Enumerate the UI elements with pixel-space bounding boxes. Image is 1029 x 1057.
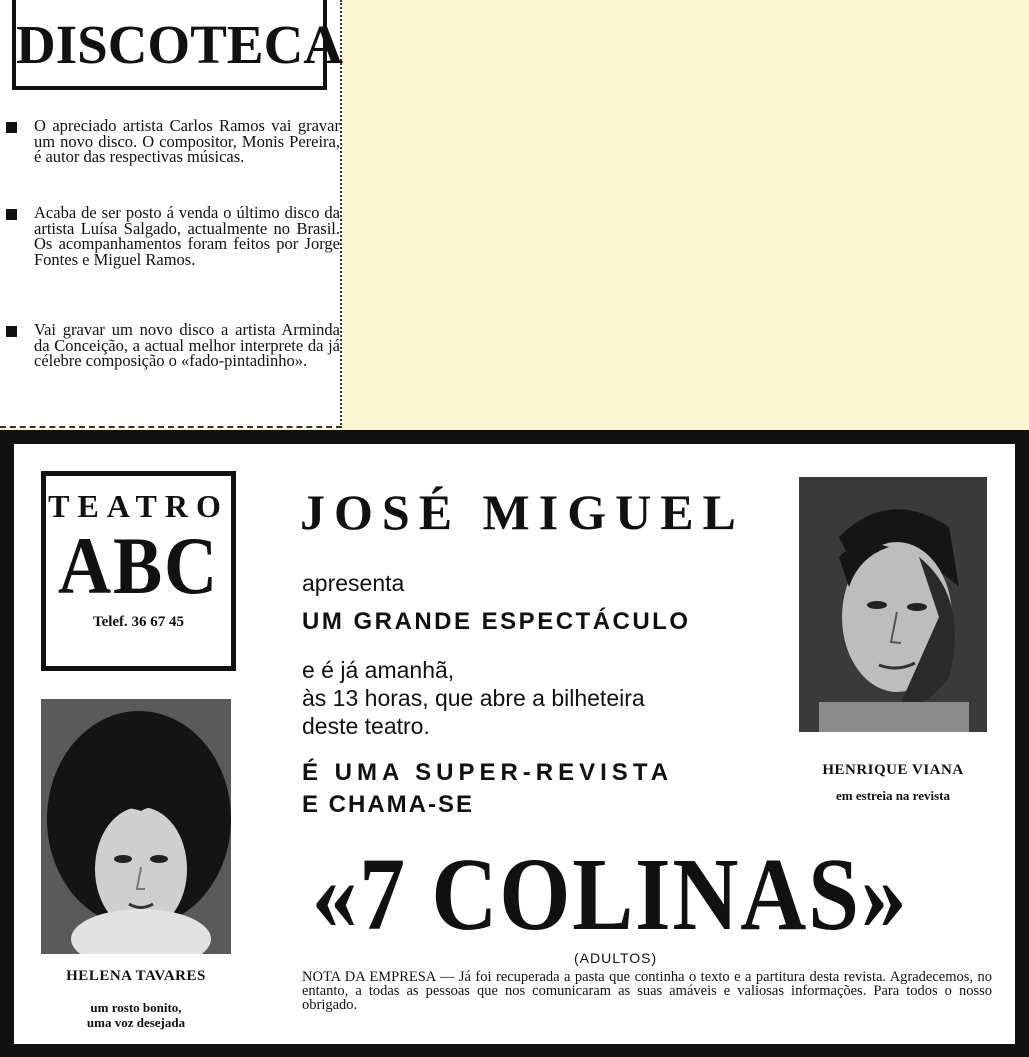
bullet-icon <box>6 122 17 133</box>
apresenta-text: apresenta <box>302 570 405 596</box>
disco-item-3 <box>10 322 340 369</box>
age-rating: (ADULTOS) <box>574 950 658 966</box>
show-title: «7 COLINAS» <box>311 837 909 952</box>
henrique-viana-photo <box>799 477 987 732</box>
opening-line-1: e é já amanhã, <box>302 657 455 683</box>
helena-tavares-photo <box>41 699 231 954</box>
theatre-label: TEATRO <box>48 488 229 524</box>
opening-line-3: deste teatro. <box>302 713 430 739</box>
theatre-telephone: Telef. 36 67 45 <box>92 614 185 630</box>
bullet-icon <box>6 209 17 220</box>
actor-name: HENRIQUE VIANA <box>822 762 964 778</box>
theatre-name: ABC <box>57 520 220 611</box>
actress-tagline-2: uma voz desejada <box>86 1015 186 1030</box>
headline: UM GRANDE ESPECTÁCULO <box>302 608 691 635</box>
bullet-icon <box>6 326 17 337</box>
disco-item-text: Vai gravar um novo disco a artista Arminda da Conceição, a actual melhor interprete da já célebre composição o «fado-pintadinho». <box>34 320 340 370</box>
discoteca-title: DISCOTECA <box>12 0 327 90</box>
chama-se-line: E CHAMA-SE <box>302 791 475 818</box>
disco-item-1 <box>10 118 340 165</box>
super-revista-line: É UMA SUPER-REVISTA <box>302 759 674 786</box>
disco-item-text: Acaba de ser posto á venda o último disco da artista Luísa Salgado, actualmente no Brasil. Os acompanhamentos foram feitos por Jorge Fontes e Miguel Ramos. <box>34 203 340 269</box>
teatro-abc-logo <box>41 471 236 671</box>
advertisement-panel <box>14 444 1015 1044</box>
company-note: NOTA DA EMPRESA — Já foi recuperada a pasta que continha o texto e a partitura desta revista. Agradecemos, no entanto, a todas as pessoas que nos comunicaram as suas amáveis e valiosas informações. Para todos o nosso obrigado. <box>302 969 992 1013</box>
discoteca-column <box>0 0 342 428</box>
actress-name: HELENA TAVARES <box>66 968 206 984</box>
actor-tagline: em estreia na revista <box>836 788 950 803</box>
teatro-abc-advertisement <box>0 430 1029 1057</box>
presenter-name: JOSÉ MIGUEL <box>300 484 745 540</box>
actress-tagline-1: um rosto bonito, <box>90 1000 182 1015</box>
disco-item-text: O apreciado artista Carlos Ramos vai gravar um novo disco. O compositor, Monis Pereira, é autor das respectivas músicas. <box>34 116 340 166</box>
disco-item-2 <box>10 205 340 267</box>
opening-text <box>302 656 645 740</box>
opening-line-2: às 13 horas, que abre a bilheteira <box>302 685 645 711</box>
